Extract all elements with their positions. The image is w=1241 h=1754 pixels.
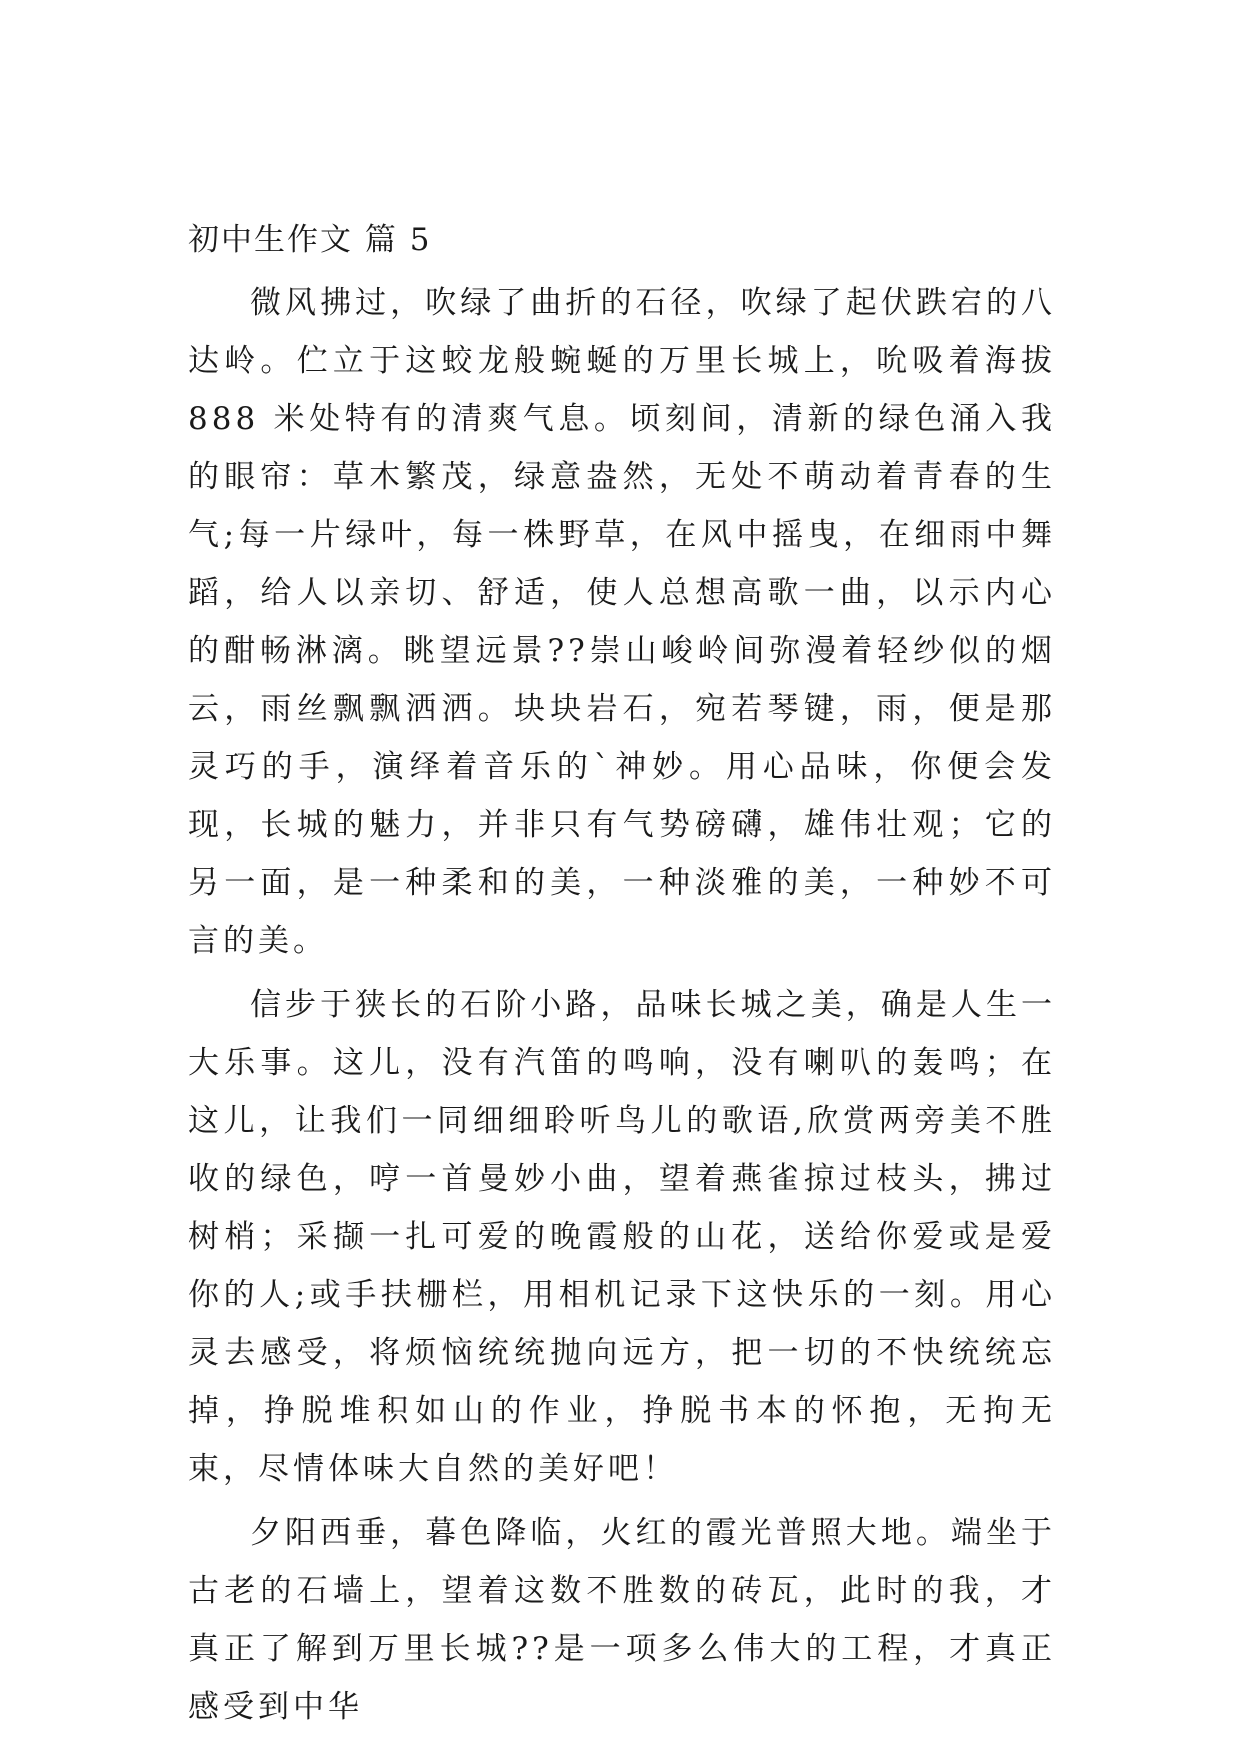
paragraph-3: 夕阳西垂，暮色降临，火红的霞光普照大地。端坐于古老的石墙上，望着这数不胜数的砖瓦，此时的我，才真正了解到万里长城??是一项多么伟大的工程，才真正感受到中华 (188, 1515, 1056, 1725)
essay-title: 初中生作文 篇 5 (188, 222, 432, 258)
paragraph-1: 微风拂过，吹绿了曲折的石径，吹绿了起伏跌宕的八达岭。伫立于这蛟龙般蜿蜒的万里长城上，吮吸着海拔 888 米处特有的清爽气息。顷刻间，清新的绿色涌入我的眼帘：草木繁茂，绿意盎然，无处不萌动着青春的生气;每一片绿叶，每一株野草，在风中摇曳，在细雨中舞蹈，给人以亲切、舒适，使人总想高歌一曲，以示内心的酣畅淋漓。眺望远景??崇山峻岭间弥漫着轻纱似的烟云，雨丝飘飘洒洒。块块岩石，宛若琴键，雨，便是那灵巧的手，演绎着音乐的`神妙。用心品味，你便会发现，长城的魅力，并非只有气势磅礴，雄伟壮观；它的另一面，是一种柔和的美，一种淡雅的美，一种妙不可言的美。 (188, 285, 1056, 959)
paragraph-2: 信步于狭长的石阶小路，品味长城之美，确是人生一大乐事。这儿，没有汽笛的鸣响，没有喇叭的轰鸣；在这儿，让我们一同细细聆听鸟儿的歌语,欣赏两旁美不胜收的绿色，哼一首曼妙小曲，望着燕雀掠过枝头，拂过树梢；采撷一扎可爱的晚霞般的山花，送给你爱或是爱你的人;或手扶栅栏，用相机记录下这快乐的一刻。用心灵去感受，将烦恼统统抛向远方，把一切的不快统统忘掉，挣脱堆积如山的作业，挣脱书本的怀抱，无拘无束，尽情体味大自然的美好吧！ (188, 987, 1056, 1487)
document-page (188, 220, 1056, 1742)
